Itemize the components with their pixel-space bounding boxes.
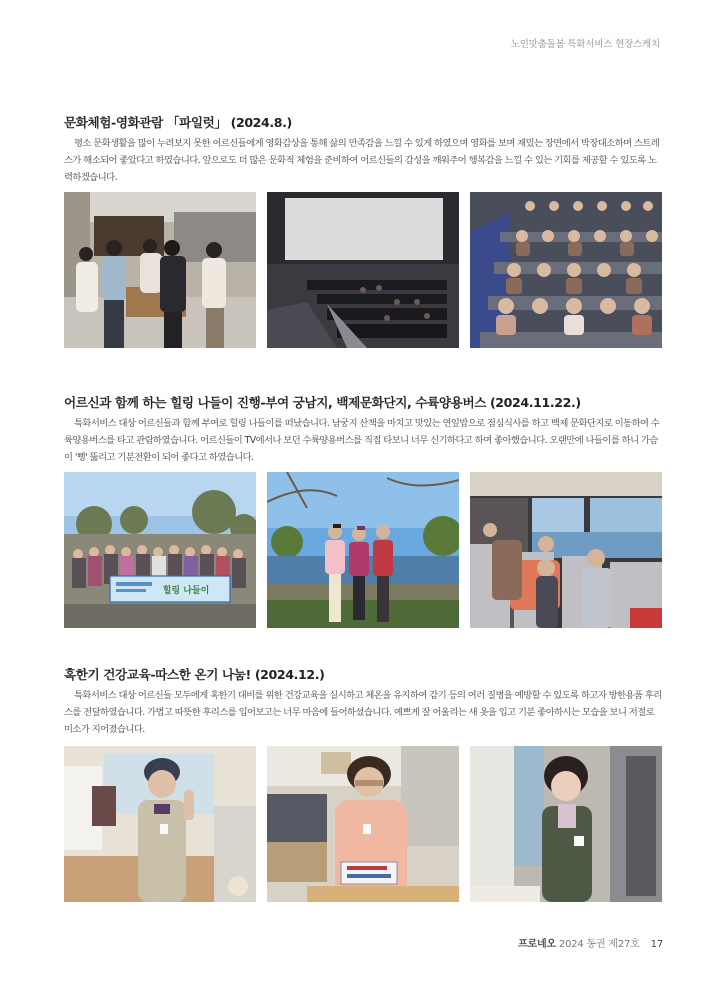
photo-fleece-wave xyxy=(64,746,256,902)
photo-row xyxy=(64,746,662,902)
section-body: 특화서비스 대상 어르신들과 함께 부여로 힐링 나들이를 떠났습니다. 남궁지 산책을 마치고 맛있는 연잎밥으로 점심식사를 하고 백제 문화단지로 이동하여 수륙양용버스를 타고 관람하였습니다. 어르신들이 TV에서나 보던 수륙양용버스를 직접 타보니 너무 신기하다고 하며 좋아했습니다. 오랜만에 나들이를 하니 가슴이 '뻥' 뚫리고 기분전환이 되어 좋다고 하였습니다. xyxy=(64,418,660,463)
running-header: 노인맞춤돌봄 특화서비스 현장스케치 xyxy=(510,39,660,50)
photo-group-banner xyxy=(64,472,256,628)
photo-row xyxy=(64,192,662,348)
edition-label: 2024 동권 제27호 xyxy=(558,939,640,950)
photo-cinema-lobby xyxy=(64,192,256,348)
section-title: 문화체험-영화관람 「파일럿」 (2024.8.) xyxy=(64,115,292,130)
photo-amphibious-bus xyxy=(470,472,662,628)
page-number: 17 xyxy=(650,939,663,950)
section-outing xyxy=(64,392,662,596)
photo-fleece-paper xyxy=(267,746,459,902)
page-footer xyxy=(518,935,663,950)
photo-audience xyxy=(470,192,662,348)
banner-text: 힐링 나들이 xyxy=(162,586,210,596)
section-body: 평소 문화생활을 많이 누려보지 못한 어르신들에게 영화감상을 통해 삶의 만족감을 느낄 수 있게 하였으며 영화를 보며 재밌는 장면에서 박장대소하며 스트레스가 해소되어 좋았다고 하였습니다. 앞으로도 더 많은 문화적 체험을 준비하여 어르신들의 감성을 깨워주어 행복감을 느낄 수 있는 기회를 제공할 수 있도록 노력하겠습니다. xyxy=(64,138,660,183)
photo-row xyxy=(64,472,662,628)
section-health-education xyxy=(64,664,662,738)
publication-name: 프로네오 xyxy=(518,939,556,950)
photo-pond-trio xyxy=(267,472,459,628)
section-movie xyxy=(64,112,662,186)
photo-cinema-screen xyxy=(267,192,459,348)
section-body: 특화서비스 대상 어르신들 모두에게 혹한기 대비를 위한 건강교육을 실시하고 체온을 유지하여 감기 등의 여러 질병을 예방할 수 있도록 하고자 방한용품 후리스를 전달하였습니다. 가볍고 따뜻한 후리스를 입어보고는 너무 마음에 들어하셨습니다. 예쁘게 잘 어울리는 새 옷을 입고 기분 좋아하시는 모습을 보니 저절로 미소가 지어졌습니다. xyxy=(64,690,662,735)
section-title: 어르신과 함께 하는 힐링 나들이 진행-부여 궁남지, 백제문화단지, 수륙양용버스 (2024.11.22.) xyxy=(64,395,581,410)
section-title: 혹한기 건강교육-따스한 온기 나눔! (2024.12.) xyxy=(64,667,325,682)
photo-fleece-portrait xyxy=(470,746,662,902)
